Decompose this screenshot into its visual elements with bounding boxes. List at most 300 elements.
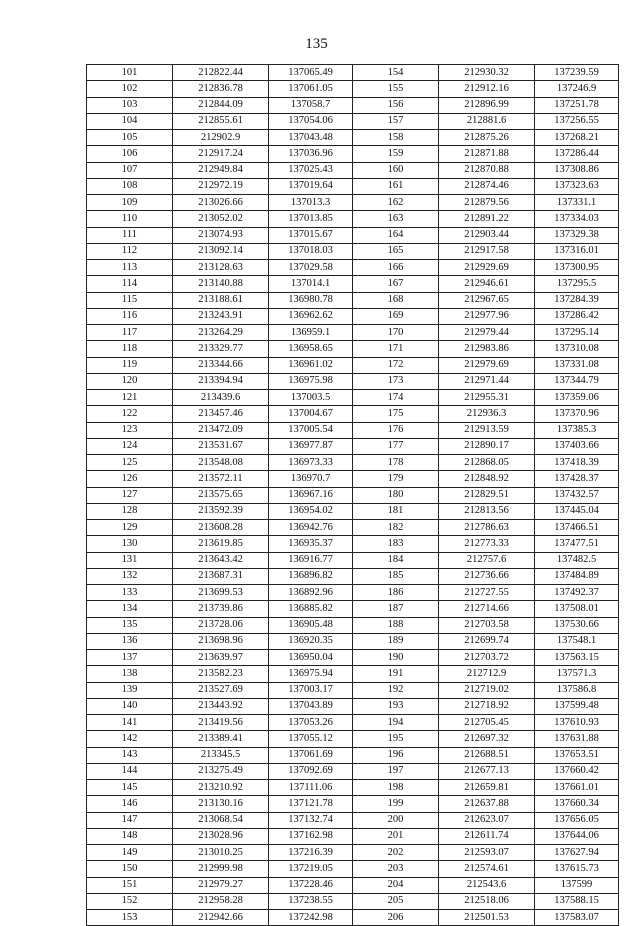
point-number-left: 105 xyxy=(87,130,173,146)
point-number-left: 149 xyxy=(87,845,173,861)
point-number-right: 184 xyxy=(353,552,439,568)
x-coordinate-right: 212703.58 xyxy=(439,617,535,633)
x-coordinate-right: 212773.33 xyxy=(439,536,535,552)
y-coordinate-right: 137631.88 xyxy=(535,731,619,747)
x-coordinate-left: 213092.14 xyxy=(173,243,269,259)
table-row xyxy=(87,585,619,601)
y-coordinate-left: 137228.46 xyxy=(269,877,353,893)
table-row xyxy=(87,390,619,406)
x-coordinate-left: 213548.08 xyxy=(173,455,269,471)
point-number-left: 109 xyxy=(87,195,173,211)
x-coordinate-right: 212979.69 xyxy=(439,357,535,373)
x-coordinate-right: 212936.3 xyxy=(439,406,535,422)
x-coordinate-left: 212836.78 xyxy=(173,81,269,97)
table-row xyxy=(87,276,619,292)
point-number-left: 121 xyxy=(87,390,173,406)
x-coordinate-left: 212979.27 xyxy=(173,877,269,893)
point-number-right: 196 xyxy=(353,747,439,763)
x-coordinate-left: 212949.84 xyxy=(173,162,269,178)
point-number-left: 134 xyxy=(87,601,173,617)
point-number-left: 101 xyxy=(87,65,173,81)
y-coordinate-right: 137239.59 xyxy=(535,65,619,81)
x-coordinate-left: 213026.66 xyxy=(173,195,269,211)
x-coordinate-left: 213592.39 xyxy=(173,503,269,519)
y-coordinate-left: 136975.98 xyxy=(269,373,353,389)
y-coordinate-left: 137061.05 xyxy=(269,81,353,97)
point-number-left: 148 xyxy=(87,828,173,844)
table-row xyxy=(87,81,619,97)
x-coordinate-right: 212574.61 xyxy=(439,861,535,877)
table-row xyxy=(87,373,619,389)
table-row xyxy=(87,617,619,633)
y-coordinate-right: 137359.06 xyxy=(535,390,619,406)
point-number-right: 194 xyxy=(353,715,439,731)
table-row xyxy=(87,178,619,194)
x-coordinate-right: 212611.74 xyxy=(439,828,535,844)
point-number-right: 162 xyxy=(353,195,439,211)
x-coordinate-right: 212501.53 xyxy=(439,910,535,926)
x-coordinate-left: 213527.69 xyxy=(173,682,269,698)
x-coordinate-right: 212881.6 xyxy=(439,113,535,129)
x-coordinate-left: 213243.91 xyxy=(173,308,269,324)
table-row xyxy=(87,552,619,568)
x-coordinate-left: 213275.49 xyxy=(173,763,269,779)
point-number-left: 116 xyxy=(87,308,173,324)
y-coordinate-left: 136958.65 xyxy=(269,341,353,357)
y-coordinate-right: 137316.01 xyxy=(535,243,619,259)
y-coordinate-right: 137308.86 xyxy=(535,162,619,178)
y-coordinate-right: 137286.44 xyxy=(535,146,619,162)
point-number-right: 161 xyxy=(353,178,439,194)
x-coordinate-left: 212958.28 xyxy=(173,893,269,909)
y-coordinate-left: 136973.33 xyxy=(269,455,353,471)
x-coordinate-right: 212688.51 xyxy=(439,747,535,763)
x-coordinate-left: 213531.67 xyxy=(173,438,269,454)
y-coordinate-left: 137018.03 xyxy=(269,243,353,259)
table-row xyxy=(87,666,619,682)
point-number-left: 112 xyxy=(87,243,173,259)
y-coordinate-right: 137615.73 xyxy=(535,861,619,877)
x-coordinate-right: 212705.45 xyxy=(439,715,535,731)
y-coordinate-right: 137661.01 xyxy=(535,780,619,796)
y-coordinate-left: 137019.64 xyxy=(269,178,353,194)
point-number-right: 159 xyxy=(353,146,439,162)
y-coordinate-left: 137043.89 xyxy=(269,698,353,714)
point-number-right: 156 xyxy=(353,97,439,113)
y-coordinate-left: 136970.7 xyxy=(269,471,353,487)
x-coordinate-right: 212896.99 xyxy=(439,97,535,113)
x-coordinate-right: 212979.44 xyxy=(439,325,535,341)
point-number-right: 187 xyxy=(353,601,439,617)
x-coordinate-left: 213472.09 xyxy=(173,422,269,438)
y-coordinate-left: 136962.62 xyxy=(269,308,353,324)
table-row xyxy=(87,568,619,584)
table-row xyxy=(87,763,619,779)
x-coordinate-right: 212890.17 xyxy=(439,438,535,454)
point-number-right: 186 xyxy=(353,585,439,601)
x-coordinate-left: 213188.61 xyxy=(173,292,269,308)
point-number-right: 178 xyxy=(353,455,439,471)
table-row xyxy=(87,812,619,828)
y-coordinate-left: 136954.02 xyxy=(269,503,353,519)
x-coordinate-left: 213443.92 xyxy=(173,698,269,714)
x-coordinate-left: 213028.96 xyxy=(173,828,269,844)
point-number-left: 138 xyxy=(87,666,173,682)
point-number-left: 120 xyxy=(87,373,173,389)
table-row xyxy=(87,341,619,357)
y-coordinate-left: 136942.76 xyxy=(269,520,353,536)
x-coordinate-right: 212879.56 xyxy=(439,195,535,211)
point-number-right: 177 xyxy=(353,438,439,454)
point-number-left: 122 xyxy=(87,406,173,422)
y-coordinate-left: 137111.06 xyxy=(269,780,353,796)
point-number-left: 152 xyxy=(87,893,173,909)
table-row xyxy=(87,861,619,877)
x-coordinate-right: 212868.05 xyxy=(439,455,535,471)
x-coordinate-left: 213582.23 xyxy=(173,666,269,682)
y-coordinate-left: 136959.1 xyxy=(269,325,353,341)
x-coordinate-left: 213394.94 xyxy=(173,373,269,389)
y-coordinate-left: 137162.98 xyxy=(269,828,353,844)
y-coordinate-left: 136950.04 xyxy=(269,650,353,666)
x-coordinate-right: 212719.02 xyxy=(439,682,535,698)
y-coordinate-right: 137563.15 xyxy=(535,650,619,666)
table-row xyxy=(87,130,619,146)
y-coordinate-left: 137013.85 xyxy=(269,211,353,227)
x-coordinate-right: 212786.63 xyxy=(439,520,535,536)
point-number-right: 165 xyxy=(353,243,439,259)
y-coordinate-right: 137644.06 xyxy=(535,828,619,844)
point-number-left: 141 xyxy=(87,715,173,731)
point-number-left: 128 xyxy=(87,503,173,519)
point-number-right: 180 xyxy=(353,487,439,503)
x-coordinate-right: 212697.32 xyxy=(439,731,535,747)
point-number-left: 119 xyxy=(87,357,173,373)
point-number-right: 205 xyxy=(353,893,439,909)
point-number-left: 113 xyxy=(87,260,173,276)
x-coordinate-left: 212822.44 xyxy=(173,65,269,81)
x-coordinate-right: 212712.9 xyxy=(439,666,535,682)
point-number-left: 115 xyxy=(87,292,173,308)
x-coordinate-left: 213698.96 xyxy=(173,633,269,649)
y-coordinate-left: 137004.67 xyxy=(269,406,353,422)
table-row xyxy=(87,682,619,698)
point-number-right: 173 xyxy=(353,373,439,389)
x-coordinate-left: 213128.63 xyxy=(173,260,269,276)
y-coordinate-left: 137055.12 xyxy=(269,731,353,747)
x-coordinate-right: 212946.61 xyxy=(439,276,535,292)
point-number-right: 174 xyxy=(353,390,439,406)
y-coordinate-left: 137061.69 xyxy=(269,747,353,763)
x-coordinate-right: 212875.26 xyxy=(439,130,535,146)
y-coordinate-left: 136905.48 xyxy=(269,617,353,633)
y-coordinate-right: 137599.48 xyxy=(535,698,619,714)
y-coordinate-right: 137508.01 xyxy=(535,601,619,617)
y-coordinate-right: 137445.04 xyxy=(535,503,619,519)
point-number-left: 106 xyxy=(87,146,173,162)
x-coordinate-left: 213639.97 xyxy=(173,650,269,666)
point-number-right: 202 xyxy=(353,845,439,861)
point-number-left: 137 xyxy=(87,650,173,666)
point-number-right: 188 xyxy=(353,617,439,633)
x-coordinate-right: 212637.88 xyxy=(439,796,535,812)
y-coordinate-left: 136896.82 xyxy=(269,568,353,584)
table-row xyxy=(87,650,619,666)
y-coordinate-right: 137660.34 xyxy=(535,796,619,812)
table-row xyxy=(87,731,619,747)
y-coordinate-right: 137583.07 xyxy=(535,910,619,926)
point-number-right: 189 xyxy=(353,633,439,649)
y-coordinate-right: 137656.05 xyxy=(535,812,619,828)
x-coordinate-right: 212983.86 xyxy=(439,341,535,357)
point-number-right: 170 xyxy=(353,325,439,341)
point-number-left: 123 xyxy=(87,422,173,438)
y-coordinate-right: 137610.93 xyxy=(535,715,619,731)
table-row xyxy=(87,893,619,909)
y-coordinate-right: 137295.5 xyxy=(535,276,619,292)
point-number-right: 181 xyxy=(353,503,439,519)
x-coordinate-right: 212870.88 xyxy=(439,162,535,178)
y-coordinate-right: 137331.1 xyxy=(535,195,619,211)
point-number-right: 160 xyxy=(353,162,439,178)
y-coordinate-left: 137092.69 xyxy=(269,763,353,779)
y-coordinate-right: 137571.3 xyxy=(535,666,619,682)
x-coordinate-left: 213329.77 xyxy=(173,341,269,357)
table-row xyxy=(87,503,619,519)
point-number-right: 179 xyxy=(353,471,439,487)
y-coordinate-right: 137418.39 xyxy=(535,455,619,471)
point-number-right: 190 xyxy=(353,650,439,666)
y-coordinate-right: 137370.96 xyxy=(535,406,619,422)
table-row xyxy=(87,796,619,812)
x-coordinate-left: 213264.29 xyxy=(173,325,269,341)
x-coordinate-right: 212967.65 xyxy=(439,292,535,308)
y-coordinate-left: 137025.43 xyxy=(269,162,353,178)
x-coordinate-left: 212902.9 xyxy=(173,130,269,146)
point-number-right: 158 xyxy=(353,130,439,146)
x-coordinate-left: 213052.02 xyxy=(173,211,269,227)
point-number-right: 193 xyxy=(353,698,439,714)
point-number-left: 111 xyxy=(87,227,173,243)
table-row xyxy=(87,601,619,617)
table-row xyxy=(87,406,619,422)
y-coordinate-left: 137014.1 xyxy=(269,276,353,292)
y-coordinate-left: 137058.7 xyxy=(269,97,353,113)
y-coordinate-left: 136892.96 xyxy=(269,585,353,601)
table-row xyxy=(87,113,619,129)
y-coordinate-right: 137334.03 xyxy=(535,211,619,227)
x-coordinate-right: 212714.66 xyxy=(439,601,535,617)
point-number-right: 164 xyxy=(353,227,439,243)
x-coordinate-right: 212848.92 xyxy=(439,471,535,487)
point-number-right: 191 xyxy=(353,666,439,682)
point-number-right: 199 xyxy=(353,796,439,812)
x-coordinate-left: 213608.28 xyxy=(173,520,269,536)
y-coordinate-right: 137256.55 xyxy=(535,113,619,129)
table-row xyxy=(87,357,619,373)
y-coordinate-left: 137121.78 xyxy=(269,796,353,812)
y-coordinate-left: 137053.26 xyxy=(269,715,353,731)
x-coordinate-right: 212912.16 xyxy=(439,81,535,97)
y-coordinate-left: 137065.49 xyxy=(269,65,353,81)
x-coordinate-right: 212977.96 xyxy=(439,308,535,324)
x-coordinate-right: 212543.6 xyxy=(439,877,535,893)
table-row xyxy=(87,227,619,243)
point-number-left: 103 xyxy=(87,97,173,113)
y-coordinate-left: 137219.05 xyxy=(269,861,353,877)
x-coordinate-right: 212829.51 xyxy=(439,487,535,503)
y-coordinate-left: 137238.55 xyxy=(269,893,353,909)
point-number-right: 167 xyxy=(353,276,439,292)
y-coordinate-left: 137036.96 xyxy=(269,146,353,162)
x-coordinate-right: 212903.44 xyxy=(439,227,535,243)
x-coordinate-left: 213345.5 xyxy=(173,747,269,763)
y-coordinate-right: 137484.89 xyxy=(535,568,619,584)
y-coordinate-left: 137029.58 xyxy=(269,260,353,276)
x-coordinate-right: 212727.55 xyxy=(439,585,535,601)
x-coordinate-right: 212930.32 xyxy=(439,65,535,81)
point-number-left: 118 xyxy=(87,341,173,357)
y-coordinate-right: 137428.37 xyxy=(535,471,619,487)
point-number-right: 169 xyxy=(353,308,439,324)
x-coordinate-right: 212677.13 xyxy=(439,763,535,779)
point-number-right: 163 xyxy=(353,211,439,227)
point-number-left: 108 xyxy=(87,178,173,194)
table-row xyxy=(87,910,619,926)
point-number-right: 182 xyxy=(353,520,439,536)
y-coordinate-right: 137286.42 xyxy=(535,308,619,324)
table-row xyxy=(87,308,619,324)
x-coordinate-right: 212913.59 xyxy=(439,422,535,438)
point-number-left: 124 xyxy=(87,438,173,454)
point-number-left: 127 xyxy=(87,487,173,503)
x-coordinate-left: 213068.54 xyxy=(173,812,269,828)
point-number-right: 206 xyxy=(353,910,439,926)
x-coordinate-right: 212736.66 xyxy=(439,568,535,584)
point-number-right: 198 xyxy=(353,780,439,796)
table-row xyxy=(87,487,619,503)
x-coordinate-right: 212593.07 xyxy=(439,845,535,861)
x-coordinate-left: 213210.92 xyxy=(173,780,269,796)
x-coordinate-left: 212942.66 xyxy=(173,910,269,926)
x-coordinate-left: 213439.6 xyxy=(173,390,269,406)
table-row xyxy=(87,422,619,438)
table-row xyxy=(87,211,619,227)
x-coordinate-left: 212844.09 xyxy=(173,97,269,113)
point-number-right: 154 xyxy=(353,65,439,81)
table-row xyxy=(87,747,619,763)
x-coordinate-right: 212871.88 xyxy=(439,146,535,162)
x-coordinate-right: 212699.74 xyxy=(439,633,535,649)
y-coordinate-left: 136935.37 xyxy=(269,536,353,552)
point-number-left: 102 xyxy=(87,81,173,97)
x-coordinate-right: 212703.72 xyxy=(439,650,535,666)
y-coordinate-right: 137295.14 xyxy=(535,325,619,341)
table-row xyxy=(87,715,619,731)
x-coordinate-left: 213130.16 xyxy=(173,796,269,812)
x-coordinate-left: 213643.42 xyxy=(173,552,269,568)
point-number-right: 204 xyxy=(353,877,439,893)
point-number-left: 117 xyxy=(87,325,173,341)
point-number-left: 150 xyxy=(87,861,173,877)
x-coordinate-right: 212917.58 xyxy=(439,243,535,259)
table-row xyxy=(87,633,619,649)
table-row xyxy=(87,845,619,861)
point-number-right: 200 xyxy=(353,812,439,828)
x-coordinate-right: 212971.44 xyxy=(439,373,535,389)
x-coordinate-left: 213728.06 xyxy=(173,617,269,633)
point-number-right: 183 xyxy=(353,536,439,552)
point-number-left: 144 xyxy=(87,763,173,779)
x-coordinate-left: 212917.24 xyxy=(173,146,269,162)
point-number-right: 192 xyxy=(353,682,439,698)
point-number-right: 201 xyxy=(353,828,439,844)
y-coordinate-left: 137132.74 xyxy=(269,812,353,828)
y-coordinate-left: 137054.06 xyxy=(269,113,353,129)
point-number-left: 126 xyxy=(87,471,173,487)
x-coordinate-left: 213010.25 xyxy=(173,845,269,861)
table-row xyxy=(87,292,619,308)
point-number-left: 147 xyxy=(87,812,173,828)
table-row xyxy=(87,780,619,796)
y-coordinate-right: 137653.51 xyxy=(535,747,619,763)
point-number-right: 166 xyxy=(353,260,439,276)
point-number-left: 135 xyxy=(87,617,173,633)
point-number-right: 172 xyxy=(353,357,439,373)
y-coordinate-left: 137005.54 xyxy=(269,422,353,438)
x-coordinate-left: 213739.86 xyxy=(173,601,269,617)
x-coordinate-left: 213699.53 xyxy=(173,585,269,601)
y-coordinate-left: 137216.39 xyxy=(269,845,353,861)
y-coordinate-left: 136916.77 xyxy=(269,552,353,568)
table-row xyxy=(87,260,619,276)
x-coordinate-left: 213074.93 xyxy=(173,227,269,243)
table-row xyxy=(87,536,619,552)
y-coordinate-left: 137013.3 xyxy=(269,195,353,211)
y-coordinate-right: 137660.42 xyxy=(535,763,619,779)
y-coordinate-right: 137482.5 xyxy=(535,552,619,568)
y-coordinate-right: 137599 xyxy=(535,877,619,893)
x-coordinate-left: 213572.11 xyxy=(173,471,269,487)
point-number-left: 107 xyxy=(87,162,173,178)
point-number-left: 145 xyxy=(87,780,173,796)
point-number-right: 171 xyxy=(353,341,439,357)
x-coordinate-left: 213389.41 xyxy=(173,731,269,747)
x-coordinate-left: 213687.31 xyxy=(173,568,269,584)
x-coordinate-left: 212855.61 xyxy=(173,113,269,129)
y-coordinate-left: 136961.02 xyxy=(269,357,353,373)
y-coordinate-right: 137492.37 xyxy=(535,585,619,601)
y-coordinate-right: 137403.66 xyxy=(535,438,619,454)
table-row xyxy=(87,520,619,536)
x-coordinate-right: 212813.56 xyxy=(439,503,535,519)
x-coordinate-right: 212518.06 xyxy=(439,893,535,909)
y-coordinate-left: 136885.82 xyxy=(269,601,353,617)
y-coordinate-left: 137003.17 xyxy=(269,682,353,698)
x-coordinate-left: 212999.98 xyxy=(173,861,269,877)
y-coordinate-left: 136977.87 xyxy=(269,438,353,454)
table-row xyxy=(87,828,619,844)
y-coordinate-right: 137331.08 xyxy=(535,357,619,373)
x-coordinate-right: 212659.81 xyxy=(439,780,535,796)
y-coordinate-left: 137003.5 xyxy=(269,390,353,406)
point-number-right: 203 xyxy=(353,861,439,877)
point-number-left: 125 xyxy=(87,455,173,471)
point-number-left: 140 xyxy=(87,698,173,714)
table-row xyxy=(87,471,619,487)
page-number: 135 xyxy=(305,36,328,52)
x-coordinate-right: 212718.92 xyxy=(439,698,535,714)
